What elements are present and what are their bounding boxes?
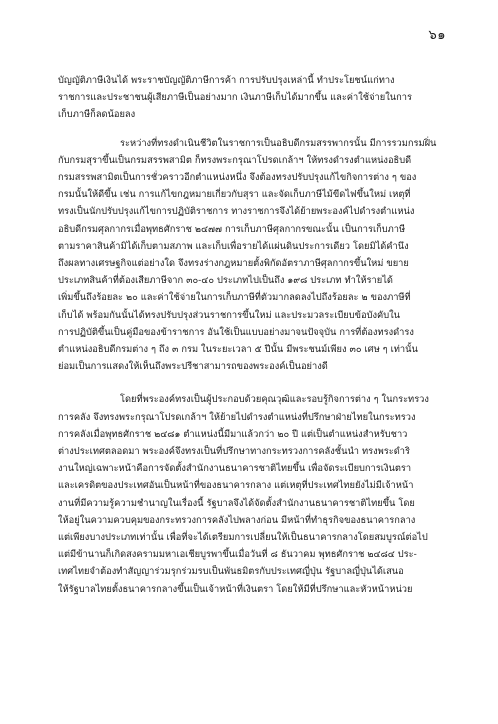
paragraph xyxy=(58,391,458,597)
text-line: แต่เพียงบางประเภทเท่านั้น เพื่อที่จะได้เตรียมการเปลี่ยนให้เป็นธนาคารกลางโดยสมบูรณ์ต่อไป xyxy=(58,532,428,544)
text-line: งานใหญ่เฉพาะหน้าคือการจัดตั้งสำนักงานธนาคารชาติไทยขึ้น เพื่อจัดระเบียบการเงินตรา xyxy=(58,463,412,475)
text-line: แต่มีข้านานก็เกิดสงครามมหาเอเชียบูรพาขึ้นเมื่อวันที่ ๘ ธันวาคม พุทธศักราช ๒๔๘๔ ประ- xyxy=(58,549,417,561)
text-line: การคลังเมื่อพุทธศักราช ๒๔๘๑ ตำแหน่งนี้มีมาแล้วกว่า ๒๐ ปี แต่เป็นตำแหน่งสำหรับชาว xyxy=(58,428,408,440)
text-line: การปฏิบัติขึ้นเป็นคู่มือของข้าราชการ อันใช้เป็นแบบอย่างมาจนปัจจุบัน การที่ต้องทรงดำรง xyxy=(58,326,414,338)
text-line: ต่างประเทศตลอดมา พระองค์จึงทรงเป็นที่ปรึกษาทางกระทรวงการคลังชั้นนำ ทรงพระดำริ xyxy=(58,446,411,458)
paragraph xyxy=(58,135,458,376)
text-line: เทศไทยจำต้องทำสัญญาร่วมรุกร่วมรบเป็นพันธมิตรกับประเทศญี่ปุ่น รัฐบาลญี่ปุ่นได้เสนอ xyxy=(58,566,404,578)
text-line: ตำแหน่งอธิบดีกรมต่าง ๆ ถึง ๓ กรม ในระยะเวลา ๕ ปีนั้น มีพระชนม์เพียง ๓๐ เศษ ๆ เท่านั้น xyxy=(58,344,418,356)
paragraph xyxy=(58,72,458,124)
text-line: โดยที่พระองค์ทรงเป็นผู้ประกอบด้วยคุณวุฒิและรอบรู้กิจการต่าง ๆ ในกระทรวง xyxy=(120,394,429,406)
text-line: บัญญัติภาษีเงินได้ พระราชบัญญัติภาษีการค้า การปรับปรุงเหล่านี้ ทำประโยชน์แก่ทาง xyxy=(58,75,395,86)
paragraph-spacer xyxy=(58,124,458,135)
text-line: ตามราคาสินค้ามิได้เก็บตามสภาพ และเก็บเพื่อรายได้แผ่นดินประการเดียว โดยมิได้คำนึง xyxy=(58,240,409,252)
text-line: เก็บภาษีก็ลดน้อยลง xyxy=(58,109,136,121)
text-line: กรมสรรพสามิตเป็นการชั่วคราวอีกตำแหน่งหนึ่ง จึงต้องทรงปรับปรุงแก้ไขกิจการต่าง ๆ ของ xyxy=(58,172,417,184)
body-text xyxy=(58,72,458,598)
text-line: กรมนั้นให้ดีขึ้น เช่น การแก้ไขกฎหมายเกี่ยวกับสุรา และจัดเก็บภาษีไม้ขีดไฟขึ้นใหม่ เหตุที่ xyxy=(58,189,411,201)
text-line: ระหว่างที่ทรงดำเนินชีวิตในราชการเป็นอธิบดีกรมสรรพากรนั้น มีการรวมกรมฝิ่น xyxy=(120,137,437,149)
text-line: ถึงผลทางเศรษฐกิจแต่อย่างใด จึงทรงร่างกฎหมายตั้งพิกัดอัตราภาษีศุลกากรขึ้นใหม่ ขยาย xyxy=(58,258,409,270)
text-line: ให้รัฐบาลไทยตั้งธนาคารกลางขึ้นเป็นเจ้าหน้าที่เงินตรา โดยให้มีที่ปรึกษาและหัวหน้าหน่วย xyxy=(58,583,413,595)
text-line: เพิ่มขึ้นถึงร้อยละ ๒๐ และค่าใช้จ่ายในการเก็บภาษีที่ตัวมากลดลงไปถึงร้อยละ ๒ ของภาษีที่ xyxy=(58,292,411,304)
text-line: กับกรมสุราขึ้นเป็นกรมสรรพสามิต ก็ทรงพระกรุณาโปรดเกล้าฯ ให้ทรงดำรงตำแหน่งอธิบดี xyxy=(58,154,412,166)
page-number: ๖๑ xyxy=(428,28,446,43)
text-line: อธิบดีกรมศุลกากรเมื่อพุทธศักราช ๒๔๗๗ การเก็บภาษีศุลกากรขณะนั้น เป็นการเก็บภาษี xyxy=(58,223,406,235)
text-line: และเครดิตของประเทศอันเป็นหน้าที่ของธนาคารกลาง แต่เหตุที่ประเทศไทยยังไม่มีเจ้าหน้า xyxy=(58,480,414,492)
text-line: ทรงเป็นนักปรับปรุงแก้ไขการปฏิบัติราชการ ทางราชการจึงได้ย้ายพระองค์ไปดำรงตำแหน่ง xyxy=(58,206,415,218)
text-line: งานที่มีความรู้ความชำนาญในเรื่องนี้ รัฐบาลจึงได้จัดตั้งสำนักงานธนาคารชาติไทยขึ้น โดย xyxy=(58,497,415,509)
text-line: เก็บได้ พร้อมกันนั้นได้ทรงปรับปรุงส่วนราชการขึ้นใหม่ และประมวลระเบียบข้อบังคับใน xyxy=(58,309,401,321)
text-line: การคลัง จึงทรงพระกรุณาโปรดเกล้าฯ ให้ย้ายไปดำรงตำแหน่งที่ปรึกษาฝ่ายไทยในกระทรวง xyxy=(58,411,416,423)
text-line: ประเภทสินค้าที่ต้องเสียภาษีจาก ๓๐-๔๐ ประเภทไปเป็นถึง ๑๙๘ ประเภท ทำให้รายได้ xyxy=(58,275,393,287)
text-line: ให้อยู่ในความควบคุมของกระทรวงการคลังไปพลางก่อน มีหน้าที่ทำธุรกิจของธนาคารกลาง xyxy=(58,514,416,526)
paragraph-spacer xyxy=(58,375,458,391)
text-line: ราชการและประชาชนผู้เสียภาษีเป็นอย่างมาก เงินภาษีเก็บได้มากขึ้น และค่าใช้จ่ายในการ xyxy=(58,92,412,104)
text-line: ย่อมเป็นการแสดงให้เห็นถึงพระปรีชาสามารถของพระองค์เป็นอย่างดี xyxy=(58,361,328,373)
